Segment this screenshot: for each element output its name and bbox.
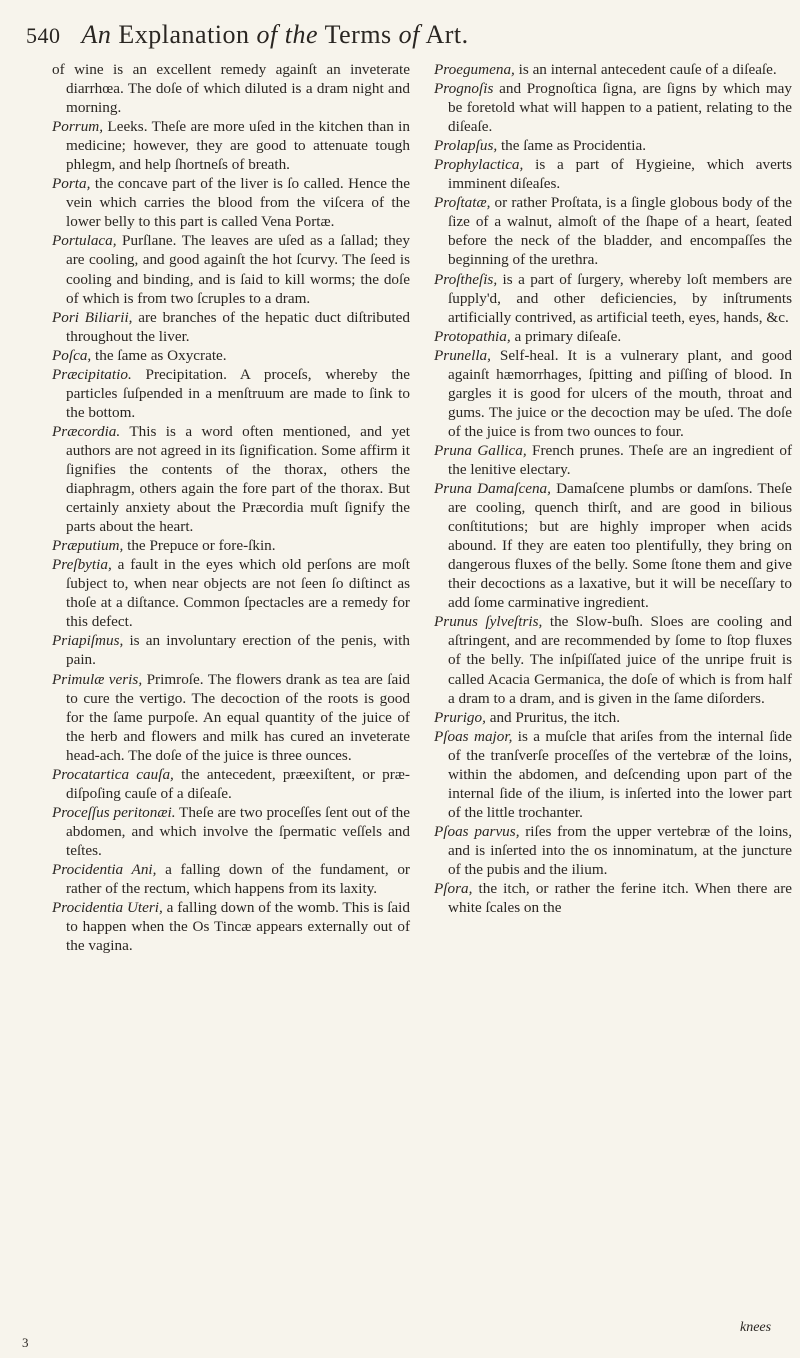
dictionary-entry — [434, 708, 792, 727]
entry-definition: and Pruritus, the itch. — [485, 708, 621, 726]
dictionary-entry — [52, 555, 410, 631]
entry-definition: the itch, or rather the ferine itch. When there are white ſcales on the — [448, 880, 792, 917]
dictionary-entry — [434, 60, 792, 79]
dictionary-entry — [52, 60, 410, 117]
dictionary-entry — [434, 346, 792, 441]
entry-definition: is a part of Hygieine, which averts imminent diſeaſes. — [448, 156, 792, 193]
entry-definition: the antecedent, præexiſtent, or præ-diſpoſing cauſe of a diſeaſe. — [66, 765, 410, 802]
dictionary-entry — [52, 803, 410, 860]
entry-definition: or rather Proſtata, is a ſingle globous body of the ſize of a walnut, almoſt of the ſhape of a heart, ſeated before the neck of the bladder, and encompaſſes the beginning of the urethra. — [448, 194, 792, 269]
dictionary-entry — [434, 727, 792, 822]
right-column — [434, 60, 792, 917]
entry-headword: Procatartica cauſa, — [52, 765, 174, 783]
entry-headword: Procidentia Ani, — [52, 860, 157, 878]
header-word-an: An — [81, 20, 112, 49]
running-header — [26, 20, 786, 58]
entry-headword: Pſoas parvus, — [434, 822, 520, 840]
entry-definition: riſes from the upper vertebræ of the loins, and is inſerted into the os innominatum, at the juncture of the pubis and the ilium. — [448, 822, 793, 878]
dictionary-entry — [52, 898, 410, 955]
dictionary-entry — [52, 631, 410, 669]
entry-definition: Leeks. Theſe are more uſed in the kitchen than in medicine; however, they are good to attenuate tough phlegm, and help ſhortneſs of breath. — [66, 118, 410, 174]
entry-definition: the ſame as Procidentia. — [497, 137, 647, 155]
header-word-of: of — [256, 20, 278, 49]
entry-headword: Prolapſus, — [434, 137, 498, 155]
entry-definition: Primroſe. The flowers drank as tea are ſaid to cure the vertigo. The decoction of the roots is good for the ſame purpoſe. An equal quantity of the juice of the herb and flowers and milk has cured an inveterate head-ach. The doſe of the juice is three ounces. — [66, 670, 411, 764]
entry-headword: Pori Biliarii, — [52, 308, 133, 326]
dictionary-entry — [434, 879, 792, 917]
dictionary-entry — [434, 612, 792, 707]
entry-definition: is a muſcle that ariſes from the internal ſide of the tranſverſe proceſſes of the vertebræ of the loins, within the abdomen, and deſcending upon part of the internal ſide of the ilium, is inſerted into the lower part of the little trochanter. — [448, 727, 792, 821]
dictionary-entry — [52, 117, 410, 174]
dictionary-entry — [52, 346, 410, 365]
header-word-of-2: of — [398, 20, 420, 49]
dictionary-entry — [52, 670, 410, 765]
entry-definition: of wine is an excellent remedy againſt an inveterate diarrhœa. The doſe of which diluted is a dram night and morning. — [52, 61, 410, 117]
entry-definition: is an involuntary erection of the penis, with pain. — [66, 632, 410, 669]
entry-headword: Pſora, — [434, 880, 473, 898]
dictionary-entry — [434, 155, 792, 193]
entry-definition: the Prepuce or fore-ſkin. — [123, 537, 276, 555]
entry-headword: Pruna Damaſcena, — [434, 480, 551, 498]
entry-headword: Prognoſis — [434, 80, 494, 98]
entry-headword: Præcordia. — [52, 422, 121, 440]
entry-headword: Primulæ veris, — [52, 670, 143, 688]
dictionary-entry — [52, 536, 410, 555]
entry-headword: Pſoas major, — [434, 727, 513, 745]
catchword: knees — [740, 1320, 772, 1335]
dictionary-entry — [434, 822, 792, 879]
entry-headword: Proceſſus peritonæi. — [52, 803, 176, 821]
entry-definition: a falling down of the fundament, or rather of the rectum, which happens from its laxity. — [66, 860, 410, 898]
entry-headword: Præputium, — [52, 537, 124, 555]
entry-definition: a falling down of the womb. This is ſaid to happen when the Os Tincæ appears externally out of the vagina. — [66, 899, 410, 955]
entry-headword: Porrum, — [52, 118, 104, 136]
dictionary-entry — [434, 79, 792, 136]
dictionary-entry — [434, 136, 792, 155]
dictionary-entry — [52, 231, 410, 307]
entry-headword: Preſbytia, — [52, 556, 112, 574]
entry-headword: Prophylactica, — [434, 156, 524, 174]
header-word-art: Art. — [425, 20, 469, 49]
entry-headword: Porta, — [52, 175, 91, 193]
dictionary-entry — [52, 308, 410, 346]
entry-definition: This is a word often mentioned, and yet authors are not agreed in its ſignification. Some affirm it ſignifies the contents of the thorax, others the diaphragm, others again the fore part of the thorax. But certainly anxiety about the Præcordia muſt ſignify the parts about the heart. — [66, 422, 410, 536]
entry-headword: Præcipitatio. — [52, 365, 132, 383]
entry-definition: and Prognoſtica ſigna, are ſigns by which may be foretold what will happen to a patient, relating to the diſeaſe. — [448, 80, 792, 136]
entry-definition: French prunes. Theſe are an ingredient of the lenitive electary. — [448, 441, 793, 478]
entry-headword: Prunus ſylveſtris, — [434, 613, 543, 631]
dictionary-entry — [52, 860, 410, 898]
dictionary-entry — [434, 327, 792, 346]
entry-headword: Prunella, — [434, 346, 491, 364]
header-word-the: the — [284, 20, 319, 49]
dictionary-entry — [434, 193, 792, 269]
entry-headword: Pruna Gallica, — [434, 441, 527, 459]
entry-definition: is an internal antecedent cauſe of a diſeaſe. — [514, 61, 777, 78]
signature-mark: 3 — [22, 1335, 29, 1350]
header-word-terms: Terms — [324, 20, 392, 49]
entry-definition: a primary diſeaſe. — [510, 327, 622, 345]
entry-definition: Self-heal. It is a vulnerary plant, and good againſt hæmorrhages, ſpitting and piſſing of blood. In gargles it is good for ulcers of the mouth, throat and gums. The juice or the decoction may be uſed. The doſe of the juice is from two ounces to four. — [448, 346, 792, 440]
entry-headword: Procidentia Uteri, — [52, 899, 163, 917]
entry-headword: Prurigo, — [434, 708, 486, 726]
entry-definition: are branches of the hepatic duct diſtributed throughout the liver. — [66, 308, 410, 345]
entry-definition: Purſlane. The leaves are uſed as a ſallad; they are cooling, and good againſt the hot ſcurvy. The ſeed is cooling and binding, and is ſaid to kill worms; the doſe of which is from two ſcruples to a dram. — [66, 232, 410, 307]
dictionary-entry — [52, 365, 410, 422]
entry-definition: Theſe are two proceſſes ſent out of the abdomen, and which involve the ſpermatic veſſels and teſtes. — [66, 803, 410, 859]
entry-headword: Priapiſmus, — [52, 632, 124, 650]
dictionary-entry — [52, 174, 410, 231]
dictionary-entry — [434, 270, 792, 327]
dictionary-entry — [434, 441, 792, 479]
entry-headword: Protopathia, — [434, 327, 511, 345]
entry-definition: the concave part of the liver is ſo called. Hence the vein which carries the blood from the viſcera of the lower belly to this part is called Vena Portæ. — [66, 175, 410, 231]
header-word-explanation: Explanation — [118, 20, 250, 49]
entry-definition: Damaſcene plumbs or damſons. Theſe are cooling, quench thirſt, and are good in bilious conſtitutions; but are highly improper when acids abound. If they are eaten too plentifully, they bring on dangerous fluxes of the belly. Some ſtone them and give their decoctions as a laxative, but it will be neceſſary to add ſome carminative ingredient. — [448, 480, 792, 612]
entry-headword: Proegumena, — [434, 61, 515, 78]
entry-definition: the ſame as Oxycrate. — [91, 346, 227, 364]
entry-headword: Proſtatæ, — [434, 194, 491, 212]
entry-definition: a fault in the eyes which old perſons are moſt ſubject to, when near objects are not ſeen ſo diſtinct as thoſe at a diſtance. Common ſpectacles are a remedy for this defect. — [66, 556, 410, 631]
entry-headword: Portulaca, — [52, 232, 117, 250]
left-column — [52, 60, 410, 955]
dictionary-entry — [52, 422, 410, 536]
dictionary-entry — [52, 765, 410, 803]
entry-definition: is a part of ſurgery, whereby loſt members are ſupply'd, and other deficiencies, by inſtruments artificially contrived, as artificial teeth, eyes, hands, &c. — [448, 270, 792, 326]
entry-headword: Proſtheſis, — [434, 270, 498, 288]
entry-headword: Poſca, — [52, 346, 92, 364]
page-number: 540 — [26, 23, 61, 48]
entry-definition: the Slow-buſh. Sloes are cooling and aſtringent, and are recommended by ſome to ſtop fluxes of the belly. The inſpiſſated juice of the unripe fruit is called Acacia Germanica, the doſe of which is from half a dram to a dram, and is given in the ſame diſorders. — [448, 613, 792, 707]
dictionary-entry — [434, 479, 792, 612]
entry-definition: Precipitation. A proceſs, whereby the particles ſuſpended in a menſtruum are made to ſink to the bottom. — [66, 365, 410, 421]
